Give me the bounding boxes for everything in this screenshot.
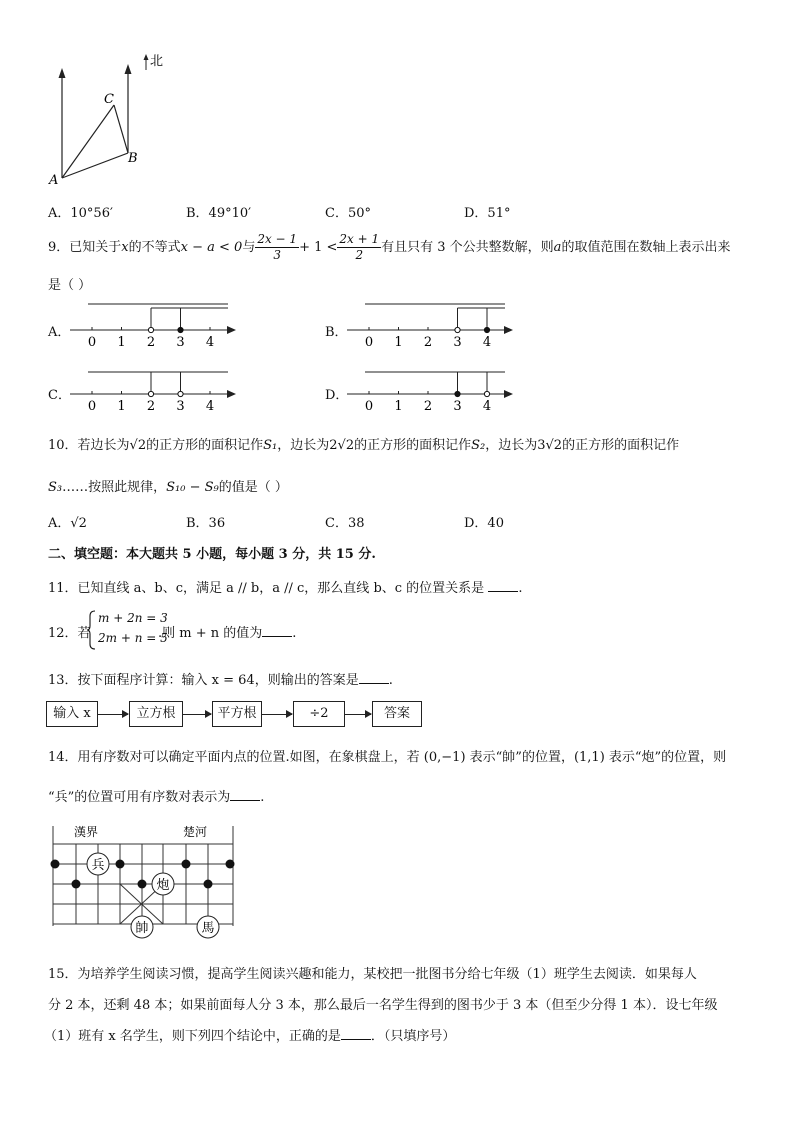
tick-label: 2 <box>423 335 433 350</box>
q9-text-line2: 是（ ） <box>48 278 92 293</box>
number-line-d <box>345 362 520 420</box>
hollow-point <box>484 391 489 396</box>
axis-arrow-icon <box>504 390 513 398</box>
piece-ma <box>197 916 219 938</box>
q10-option-c[interactable]: C．38 <box>325 516 365 531</box>
q9-text-part: 9．已知关于 <box>48 240 122 255</box>
q9-option-b[interactable]: B． <box>325 325 348 340</box>
tick-label: 3 <box>176 399 185 414</box>
q10-s1: S₁ <box>263 438 278 453</box>
q9-text-part: 的不等式 <box>128 240 181 255</box>
tick-label: 0 <box>364 335 374 350</box>
q10-option-d[interactable]: D．40 <box>464 516 504 531</box>
q12-prefix: 12．若 <box>48 626 91 641</box>
answer-blank[interactable] <box>359 671 389 684</box>
piece-pao-label: 炮 <box>156 878 170 893</box>
q10-sqrt2: √2 <box>129 438 147 453</box>
q10-expression: S₁₀ − S₉ <box>166 480 219 495</box>
tick-label: 4 <box>482 399 492 414</box>
q10-line2 <box>48 476 288 495</box>
flow-arrow <box>344 714 371 715</box>
piece-bing <box>87 853 109 875</box>
q15-text-part: （1）班有 x 名学生，则下列四个结论中，正确的是 <box>44 1029 341 1044</box>
flow-box-cube-root: 立方根 <box>129 701 183 727</box>
tick-label: 1 <box>117 335 126 350</box>
q12-eq1: m + 2n = 3 <box>98 611 168 625</box>
q12-suffix-line: .则 m + n 的值为 . <box>158 626 297 641</box>
flow-box-input: 输入 x <box>46 701 98 727</box>
q10-text-part: 的正方形的面积记作 <box>354 438 472 453</box>
flow-arrow <box>182 714 211 715</box>
hollow-point <box>148 327 153 332</box>
q10-text-part: ，边长为 <box>485 438 538 453</box>
q13-text: 13．按下面程序计算：输入 x = 64，则输出的答案是 . <box>48 673 393 688</box>
q10-s3: S₃ <box>48 480 63 495</box>
tick-label: 0 <box>87 399 97 414</box>
number-line-a <box>68 298 243 356</box>
board-label-chuhe: 楚河 <box>183 825 208 839</box>
tick-label: 3 <box>453 399 462 414</box>
q8-option-b[interactable]: B．49°10′ <box>186 206 252 221</box>
q10-text-part: ，边长为 <box>277 438 330 453</box>
answer-blank[interactable] <box>341 1027 371 1040</box>
number-line-c <box>68 362 243 420</box>
tick-label: 3 <box>453 335 462 350</box>
answer-blank[interactable] <box>230 788 260 801</box>
axis-arrow-icon <box>504 326 513 334</box>
number-line-b <box>345 298 520 356</box>
point-label-b: B <box>128 151 138 166</box>
frac-den: 2 <box>355 248 364 262</box>
hollow-point <box>178 391 183 396</box>
tick-label: 2 <box>146 399 156 414</box>
q11-text-part: 11．已知直线 a、b、c，满足 a // b，a // c，那么直线 b、c 的位置关系是 <box>48 581 485 596</box>
tick-label: 0 <box>87 335 97 350</box>
tick-label: 4 <box>482 335 492 350</box>
frac-num: 2x + 1 <box>339 232 380 246</box>
q10-text-part: 的正方形的面积记作 <box>562 438 680 453</box>
tick-label: 2 <box>146 335 156 350</box>
q8-option-a[interactable]: A．10°56′ <box>48 206 113 221</box>
q13-text-part: 13．按下面程序计算：输入 x = 64，则输出的答案是 <box>48 673 359 688</box>
solid-point <box>484 327 489 332</box>
q8-option-c[interactable]: C．50° <box>325 206 371 221</box>
tick-label: 1 <box>394 335 403 350</box>
answer-blank[interactable] <box>262 624 292 637</box>
q8-option-d[interactable]: D．51° <box>464 206 511 221</box>
axis-arrow-icon <box>227 326 236 334</box>
piece-shuai <box>131 916 153 938</box>
q10-option-b[interactable]: B．36 <box>186 516 226 531</box>
flow-box-answer: 答案 <box>372 701 422 727</box>
q10-option-a[interactable]: A．√2 <box>48 516 87 531</box>
hollow-point <box>455 327 460 332</box>
piece-ma-label: 馬 <box>201 921 215 936</box>
tick-label: 1 <box>117 399 126 414</box>
q15-text-part: ．（只填序号） <box>370 1029 456 1044</box>
q12-suffix: .则 m + n 的值为 <box>158 626 263 641</box>
q10-s2: S₂ <box>471 438 486 453</box>
tick-label: 1 <box>394 399 403 414</box>
direction-figure <box>40 50 180 190</box>
q9-option-c[interactable]: C． <box>48 388 71 403</box>
q10-text-part: 的正方形的面积记作 <box>146 438 264 453</box>
flow-box-square-root: 平方根 <box>212 701 262 727</box>
tick-label: 0 <box>364 399 374 414</box>
var-x: x <box>121 240 129 255</box>
q14-line1: 14．用有序数对可以确定平面内点的位置.如图，在象棋盘上，若 (0,−1) 表示“帥”的位置，(1,1) 表示“炮”的位置，则 <box>48 750 727 765</box>
north-label: 北 <box>150 54 164 69</box>
q9-inequality-1: x − a < 0 <box>180 240 243 255</box>
hollow-point <box>148 391 153 396</box>
answer-blank[interactable] <box>488 579 518 592</box>
q14-line2: “兵”的位置可用有序数对表示为 . <box>48 790 265 805</box>
frac-num: 2x − 1 <box>257 232 298 246</box>
flow-box-divide: ÷2 <box>293 701 345 727</box>
solid-point <box>455 391 460 396</box>
q15-line3 <box>44 1025 455 1044</box>
q9-text-part: + 1 < <box>299 240 338 255</box>
q9-fraction-2 <box>337 232 381 263</box>
q10-text-part: 的值是（ ） <box>218 480 288 495</box>
q10-text-part: ……按照此规律， <box>62 480 167 495</box>
flow-arrow <box>261 714 292 715</box>
q12-eq2: 2m + n = 5 <box>98 631 168 645</box>
q9-text-part: 有且只有 3 个公共整数解，则 <box>381 240 554 255</box>
q11-text: 11．已知直线 a、b、c，满足 a // b，a // c，那么直线 b、c 的位置关系是 . <box>48 581 523 596</box>
axis-arrow-icon <box>227 390 236 398</box>
q15-line1: 15．为培养学生阅读习惯，提高学生阅读兴趣和能力，某校把一批图书分给七年级（1）班学生去阅读．如果每人 <box>48 967 697 982</box>
piece-bing-label: 兵 <box>91 858 105 873</box>
piece-pao <box>152 873 174 895</box>
q9-text <box>48 232 730 263</box>
q10-three-sqrt2: 3√2 <box>537 438 563 453</box>
tick-label: 2 <box>423 399 433 414</box>
piece-shuai-label: 帥 <box>135 921 149 936</box>
tick-label: 3 <box>176 335 185 350</box>
tick-label: 4 <box>205 335 215 350</box>
q10-text-part: 10．若边长为 <box>48 438 130 453</box>
q9-text-part: 的取值范围在数轴上表示出来 <box>561 240 731 255</box>
q10-line1 <box>48 434 679 453</box>
board-label-hanjie: 漢界 <box>74 825 99 839</box>
q9-option-a[interactable]: A． <box>48 325 71 340</box>
flow-arrow <box>97 714 128 715</box>
q9-text-part: 与 <box>242 240 256 255</box>
var-a: a <box>553 240 562 255</box>
point-label-a: A <box>49 173 59 188</box>
frac-den: 3 <box>273 248 282 262</box>
q8-options <box>48 202 748 220</box>
point-label-c: C <box>104 92 114 107</box>
brace-icon <box>86 610 96 650</box>
q14-text-part: “兵”的位置可用有序数对表示为 <box>48 790 231 805</box>
tick-label: 4 <box>205 399 215 414</box>
q15-line2: 分 2 本，还剩 48 本；如果前面每人分 3 本，那么最后一名学生得到的图书少于 3 本（但至少分得 1 本）．设七年级 <box>48 998 718 1013</box>
q10-two-sqrt2: 2√2 <box>329 438 355 453</box>
q10-options <box>48 512 748 530</box>
solid-point <box>178 327 183 332</box>
q9-fraction-1 <box>255 232 299 263</box>
q9-option-d[interactable]: D． <box>325 388 349 403</box>
section-title: 二、填空题：本大题共 5 小题，每小题 3 分，共 15 分. <box>48 547 376 562</box>
chess-board <box>46 818 246 944</box>
